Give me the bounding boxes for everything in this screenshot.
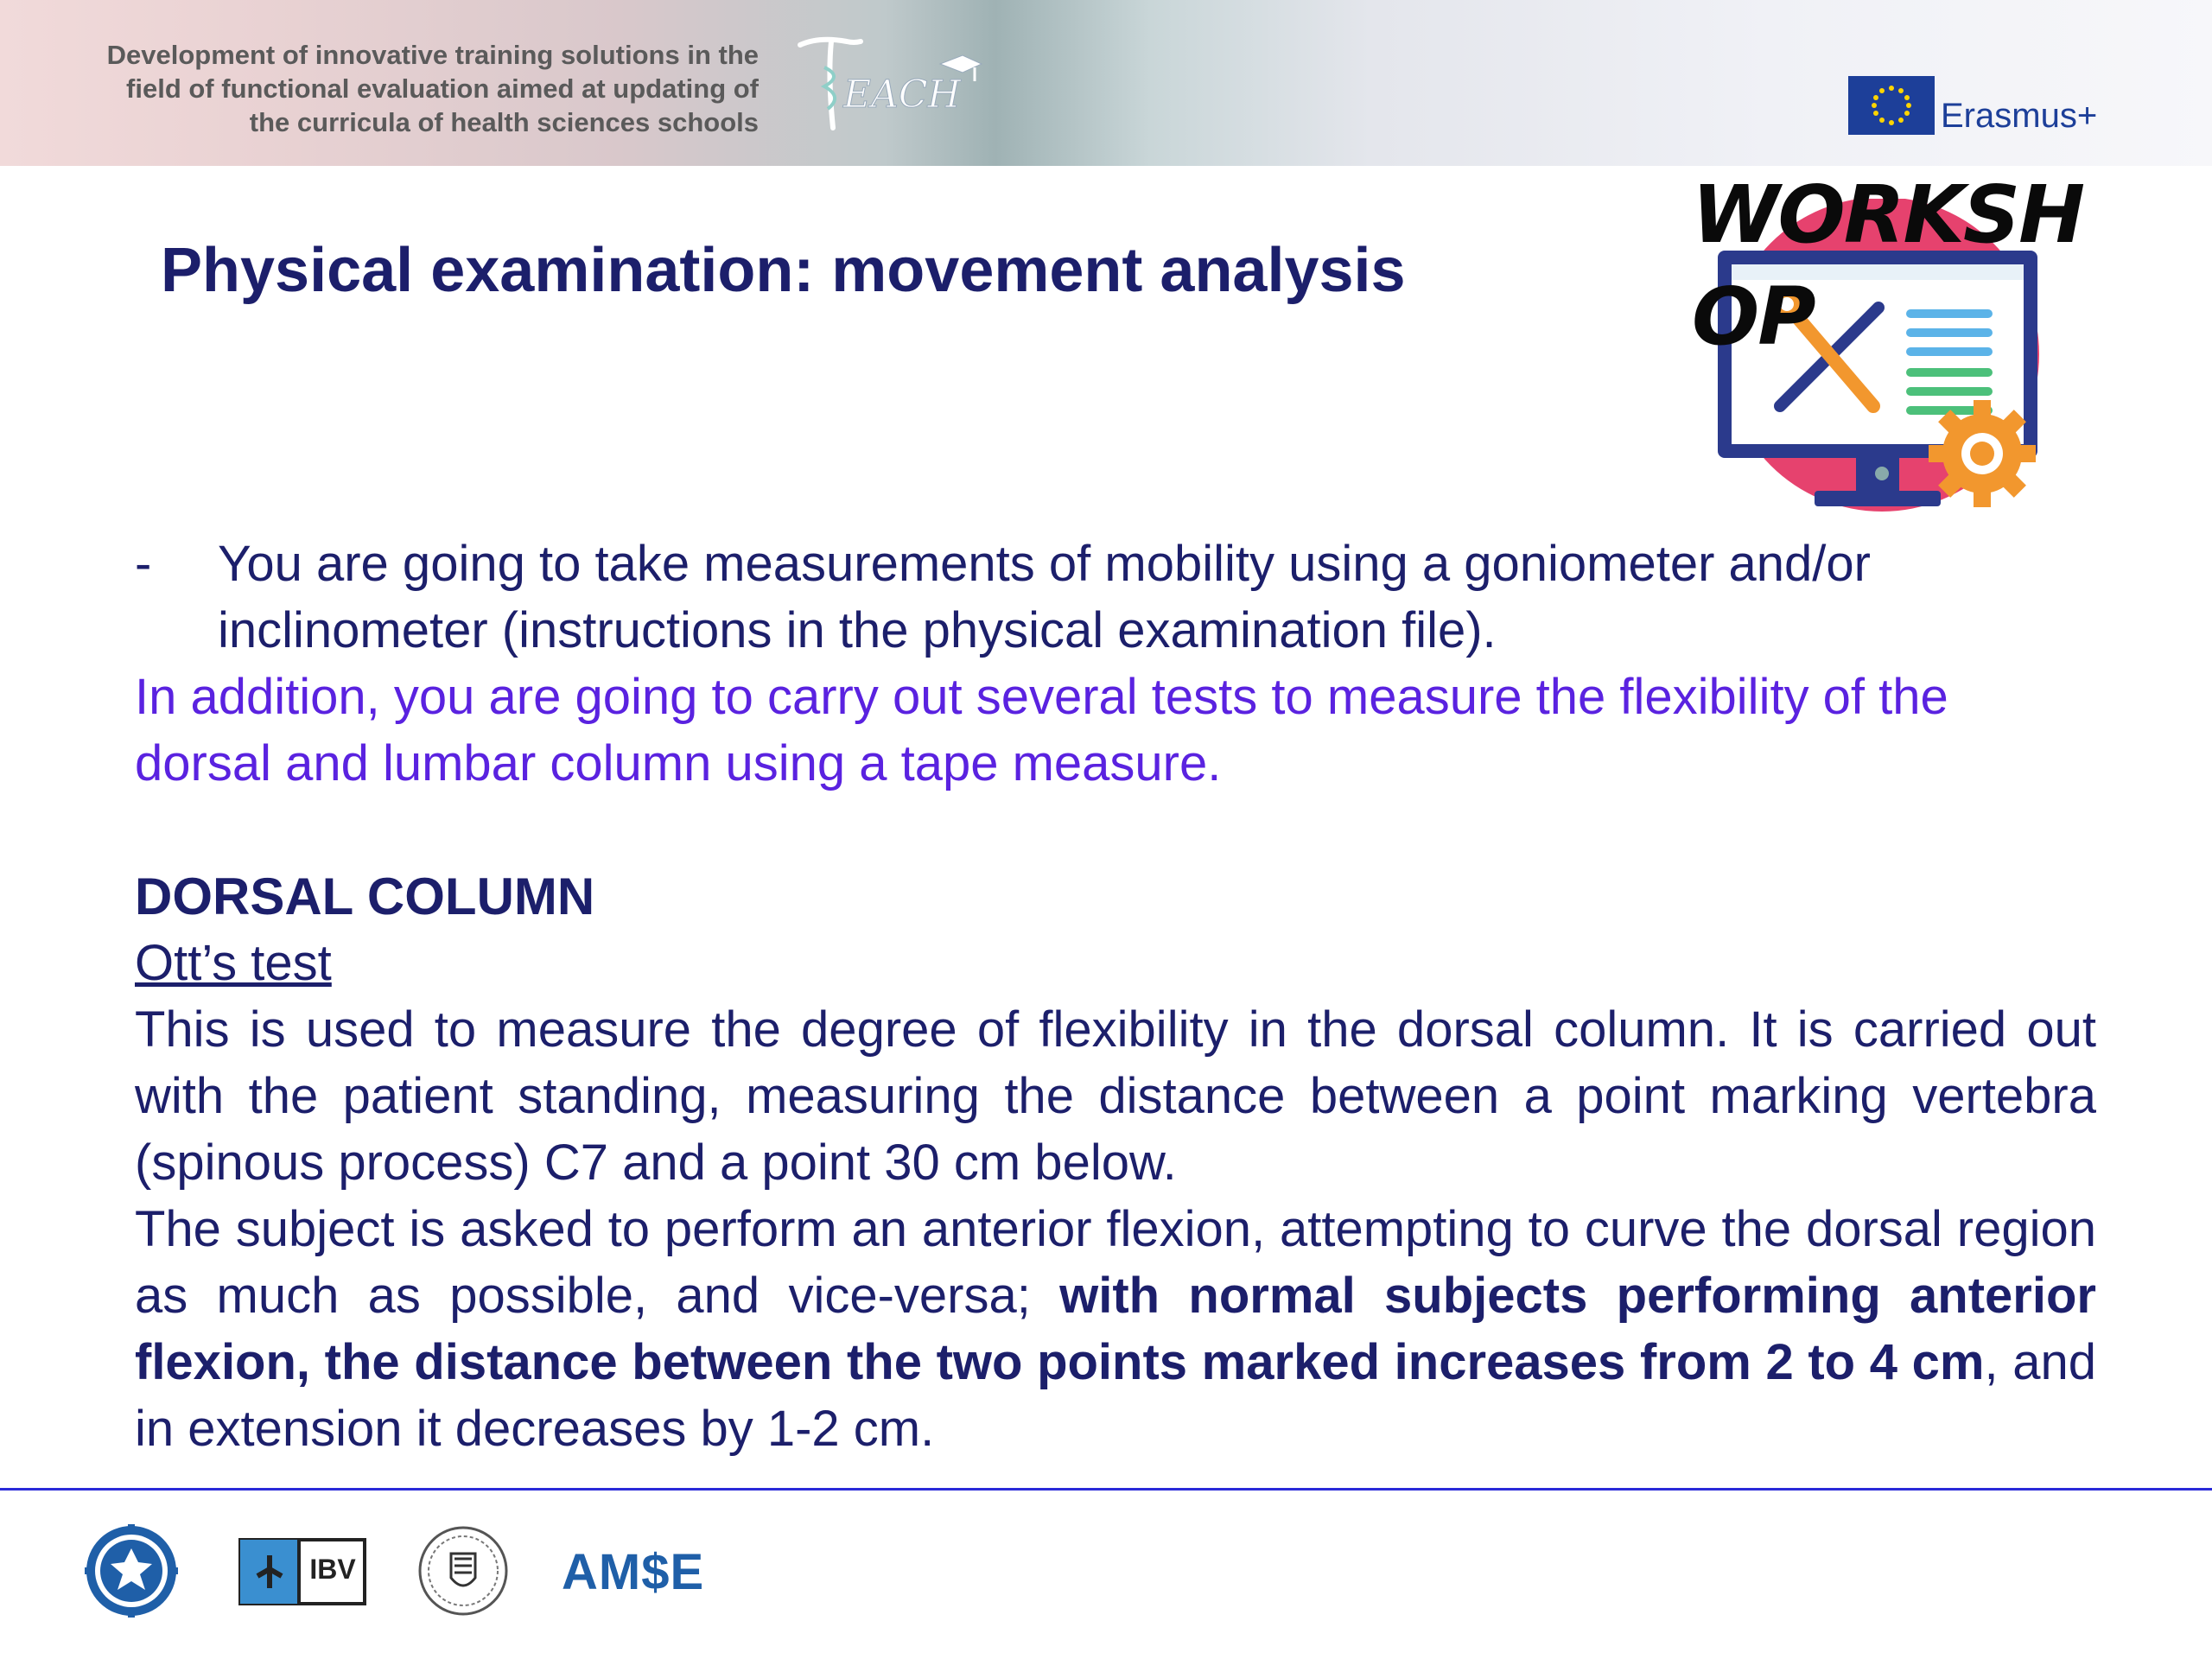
slide-content (135, 531, 2096, 1462)
project-line: field of functional evaluation aimed at updating of (126, 73, 759, 104)
teach-logo-text: EACH (843, 73, 961, 117)
paragraph-2-start: The subject is asked to perform an anterior flexion, attempting to curve the dorsal region as much as possible, and vice-versa; (135, 1201, 2096, 1324)
project-line: Development of innovative training solutions in the (106, 40, 759, 70)
bullet-item (135, 531, 2096, 664)
footer-divider (0, 1488, 2212, 1491)
section-heading: DORSAL COLUMN (135, 868, 595, 925)
paragraph-1: This is used to measure the degree of flexibility in the dorsal column. It is carried out with the patient standing, measuring the distance between a point marking vertebra (spinous process) C7 and a point 30 cm below. (135, 1001, 2096, 1191)
institution-seal-icon (418, 1526, 508, 1616)
intro-text: In addition, you are going to carry out several tests to measure the flexibility of the dorsal and lumbar column using a tape measure. (135, 669, 1948, 791)
ibv-logo (238, 1538, 366, 1605)
slide-title: Physical examination: movement analysis (161, 236, 1406, 305)
project-description (52, 38, 759, 139)
paragraph-2-end: , and in extension it decreases by 1-2 cm. (135, 1334, 2097, 1457)
teach-logo (793, 33, 983, 137)
paragraph-2 (135, 1196, 2096, 1462)
amse-logo (562, 1538, 734, 1607)
project-line: the curricula of health sciences schools (249, 107, 759, 137)
amse-label: AM$E (562, 1544, 705, 1600)
ibv-label: IBV (309, 1554, 356, 1585)
test-name: Ott’s test (135, 935, 332, 991)
workshop-label: WORKSHOP (1692, 168, 2084, 363)
bullet-text: You are going to take measurements of mobility using a goniometer and/or inclinometer (instructions in the physical examination file). (218, 536, 1871, 658)
eu-flag-icon (1848, 76, 1935, 135)
bullet-dash: - (135, 536, 152, 592)
university-seal-icon (85, 1524, 178, 1618)
erasmus-label: Erasmus+ (1941, 97, 2098, 135)
paragraph-2-bold: with normal subjects performing anterior flexion, the distance between the two points marked increases from 2 to 4 cm (135, 1268, 2096, 1390)
